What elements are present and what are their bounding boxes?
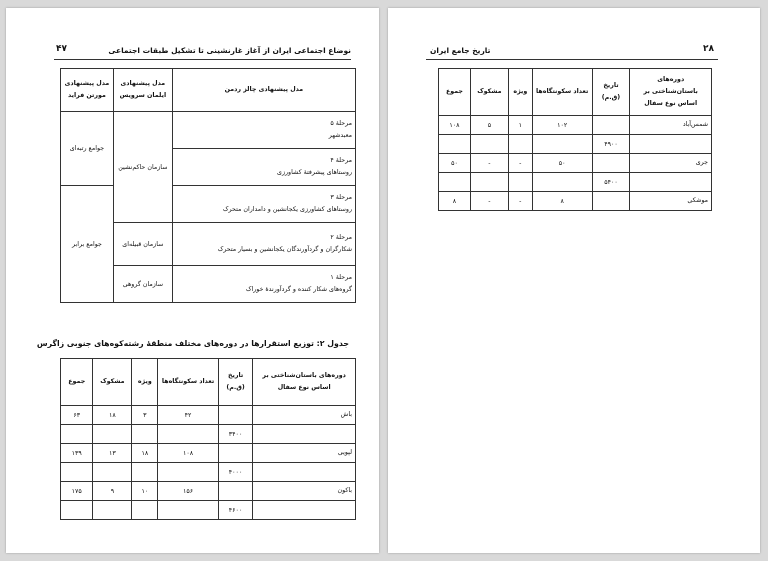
service-tribe: سازمان قبیله‌ای	[113, 223, 172, 266]
stage-desc: شکارگران و گردآورندگان یکجانشین و بسیار متحرک	[217, 246, 352, 253]
stage-name: مرحلهٔ ۲	[330, 234, 352, 241]
right-header-rule	[426, 59, 718, 60]
stage-desc: معبدشهر	[328, 132, 352, 139]
table-header-row	[61, 359, 356, 406]
redman-model-header: مدل پیشنهادی چالز ردمن	[172, 69, 355, 112]
stage-desc: گروه‌های شکار کننده و گردآورندهٔ خوراک	[245, 286, 352, 293]
doubtful-cell	[93, 501, 132, 520]
doubtful-cell: -	[470, 192, 508, 211]
right-page	[388, 8, 760, 553]
period-cell	[253, 463, 356, 482]
period-cell: لپویی	[253, 444, 356, 463]
date-cell	[218, 482, 253, 501]
table-row	[439, 173, 712, 192]
special-cell: -	[508, 192, 532, 211]
date-cell: ۴۹۰۰	[592, 135, 630, 154]
period-cell: موشکی	[630, 192, 712, 211]
right-page-number: ۲۸	[703, 44, 714, 54]
total-cell	[61, 463, 93, 482]
total-cell	[61, 425, 93, 444]
total-cell	[61, 501, 93, 520]
count-cell	[158, 425, 219, 444]
service-chiefdom: سازمان حاکم‌نشین	[113, 112, 172, 223]
total-cell	[439, 173, 471, 192]
settlement-table-right	[438, 68, 712, 211]
special-cell	[132, 425, 158, 444]
doubtful-cell: ۱۳	[93, 444, 132, 463]
doubtful-cell	[470, 135, 508, 154]
date-cell	[218, 444, 253, 463]
special-cell	[508, 135, 532, 154]
stage-name: مرحلهٔ ۱	[330, 274, 352, 281]
table-row	[61, 444, 356, 463]
left-page	[6, 8, 379, 553]
model-comparison-table	[60, 68, 356, 303]
period-cell	[253, 425, 356, 444]
left-header-rule	[54, 59, 351, 60]
total-header: جموع	[61, 359, 93, 406]
table-row	[439, 192, 712, 211]
period-cell: باکون	[253, 482, 356, 501]
table-row	[439, 154, 712, 173]
total-cell: ۵۰	[439, 154, 471, 173]
date-cell: ۴۶۰۰	[218, 501, 253, 520]
count-cell: ۵۰	[532, 154, 592, 173]
period-cell: باش	[253, 406, 356, 425]
period-header: دوره‌های باستان‌شناختی بر اساس نوع سفال	[630, 69, 712, 116]
table-row	[61, 406, 356, 425]
date-header: تاریخ (ق.م)	[592, 69, 630, 116]
stage-desc: روستاهای کشاورزی یکجانشین و دامداران متحرک	[222, 206, 352, 213]
period-cell	[253, 501, 356, 520]
date-cell: ۴۰۰۰	[218, 463, 253, 482]
right-header-title: تاریخ جامع ایران	[430, 46, 491, 55]
date-cell	[592, 116, 630, 135]
date-cell: ۳۴۰۰	[218, 425, 253, 444]
total-cell: ۱۰۸	[439, 116, 471, 135]
doubtful-cell: -	[470, 154, 508, 173]
date-cell	[592, 192, 630, 211]
count-cell	[158, 501, 219, 520]
period-header: دوره‌های باستان‌شناختی بر اساس نوع سفال	[253, 359, 356, 406]
special-header: ویژه	[508, 69, 532, 116]
total-cell: ۶۳	[61, 406, 93, 425]
special-cell: ۱۰	[132, 482, 158, 501]
fried-model-header: مدل پیشنهادی مورتن فراید	[61, 69, 114, 112]
table-row	[61, 501, 356, 520]
left-page-number: ۴۷	[56, 44, 67, 54]
total-cell	[439, 135, 471, 154]
model-table-header-row	[61, 69, 356, 112]
special-cell: -	[508, 154, 532, 173]
doubtful-header: مشکوک	[470, 69, 508, 116]
period-cell: شمس‌آباد	[630, 116, 712, 135]
count-cell	[532, 135, 592, 154]
doubtful-cell: ۹	[93, 482, 132, 501]
doubtful-cell: ۱۸	[93, 406, 132, 425]
service-model-header: مدل پیشنهادی ایلمان سرویس	[113, 69, 172, 112]
date-cell	[218, 406, 253, 425]
special-header: ویژه	[132, 359, 158, 406]
stage-row	[61, 112, 356, 149]
doubtful-cell	[470, 173, 508, 192]
count-cell: ۴۲	[158, 406, 219, 425]
stage-name: مرحلهٔ ۴	[330, 157, 352, 164]
count-cell	[532, 173, 592, 192]
special-cell: ۱۸	[132, 444, 158, 463]
special-cell	[132, 501, 158, 520]
table2-caption: جدول ۲: توزیع استقرارها در دوره‌های مختلف منطقهٔ رشته‌کوه‌های جنوبی زاگرس	[36, 339, 349, 348]
table-row	[61, 463, 356, 482]
table-row	[439, 135, 712, 154]
special-cell	[508, 173, 532, 192]
total-header: جموع	[439, 69, 471, 116]
total-cell: ۱۷۵	[61, 482, 93, 501]
table-row	[439, 116, 712, 135]
left-header-title: نوضاع اجتماعی ایران از آغاز غارنشینی تا تشکیل طبقات اجتماعی	[108, 46, 351, 55]
count-cell: ۱۵۶	[158, 482, 219, 501]
count-cell	[158, 463, 219, 482]
count-header: تعداد سکونتگاه‌ها	[158, 359, 219, 406]
stage-row	[61, 186, 356, 223]
count-cell: ۱۰۲	[532, 116, 592, 135]
table-row	[61, 482, 356, 501]
special-cell: ۱	[508, 116, 532, 135]
doubtful-header: مشکوک	[93, 359, 132, 406]
stage-name: مرحلهٔ ۵	[330, 120, 352, 127]
total-cell: ۱۳۹	[61, 444, 93, 463]
count-cell: ۸	[532, 192, 592, 211]
special-cell: ۳	[132, 406, 158, 425]
table-row	[61, 425, 356, 444]
doubtful-cell	[93, 425, 132, 444]
fried-ranked: جوامع رتبه‌ای	[61, 112, 114, 186]
date-header: تاریخ (ق.م)	[218, 359, 253, 406]
settlement-table-left	[60, 358, 356, 520]
doubtful-cell	[93, 463, 132, 482]
period-cell	[630, 135, 712, 154]
period-cell	[630, 173, 712, 192]
count-cell: ۱۰۸	[158, 444, 219, 463]
period-cell: جری	[630, 154, 712, 173]
stage-name: مرحلهٔ ۳	[330, 194, 352, 201]
special-cell	[132, 463, 158, 482]
date-cell	[592, 154, 630, 173]
total-cell: ۸	[439, 192, 471, 211]
count-header: تعداد سکونتگاه‌ها	[532, 69, 592, 116]
date-cell: ۵۴۰۰	[592, 173, 630, 192]
stage-desc: روستاهای پیشرفتهٔ کشاورزی	[277, 169, 352, 176]
fried-egalitarian: جوامع برابر	[61, 186, 114, 303]
service-band: سازمان گروهی	[113, 266, 172, 303]
table-header-row	[439, 69, 712, 116]
doubtful-cell: ۵	[470, 116, 508, 135]
